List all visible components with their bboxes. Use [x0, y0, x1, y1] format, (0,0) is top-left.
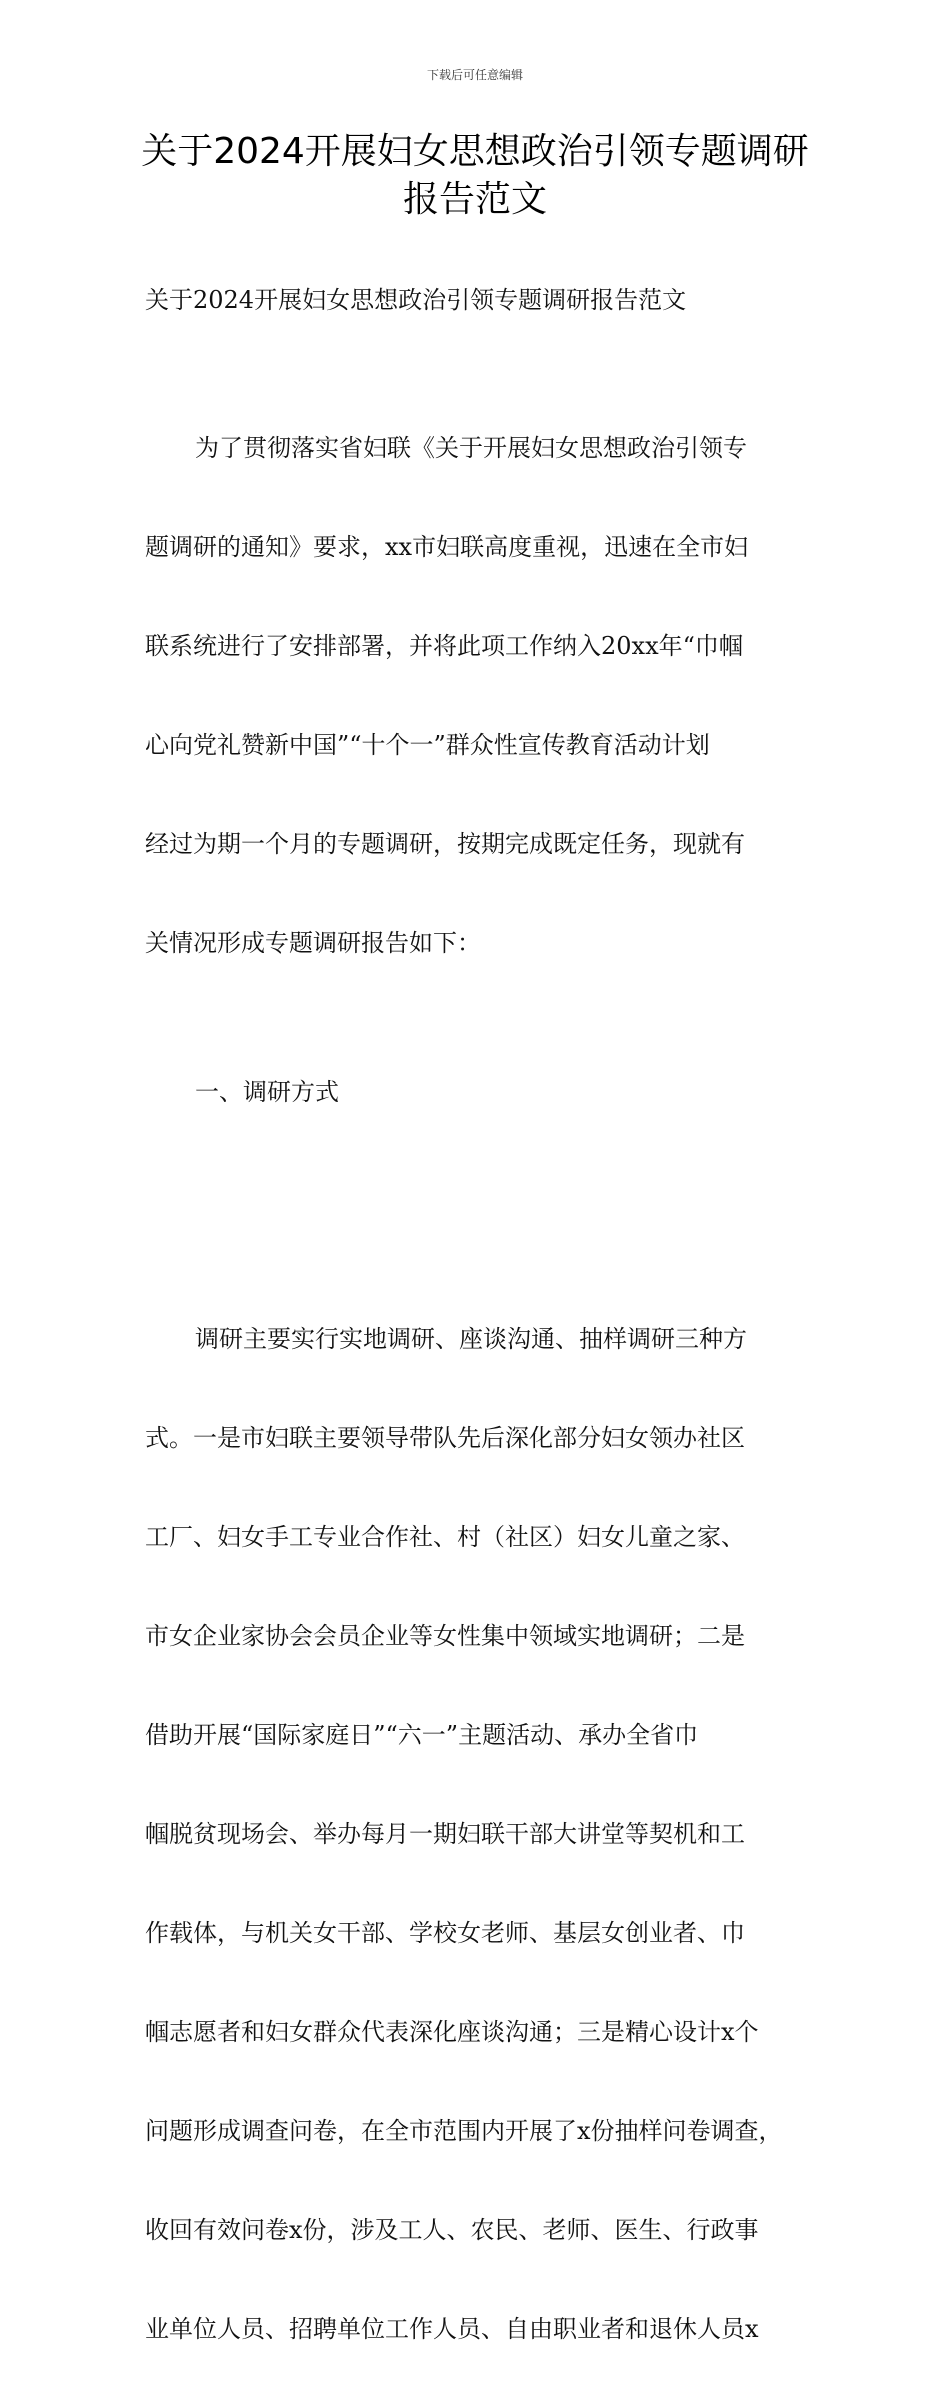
paragraph-line: 经过为期一个月的专题调研，按期完成既定任务，现就有: [145, 830, 745, 858]
paragraph-line: 心向党礼赞新中国”“十个一”群众性宣传教育活动计划: [145, 731, 710, 759]
paragraph-line: 帼脱贫现场会、举办每月一期妇联干部大讲堂等契机和工: [145, 1820, 745, 1848]
paragraph-line: 收回有效问卷x份，涉及工人、农民、老师、医生、行政事: [145, 2216, 759, 2244]
paragraph-line: 调研主要实行实地调研、座谈沟通、抽样调研三种方: [195, 1325, 747, 1353]
title-line-1: 关于2024开展妇女思想政治引领专题调研: [141, 131, 809, 172]
title-line-2: 报告范文: [402, 179, 547, 220]
paragraph-line: 为了贯彻落实省妇联《关于开展妇女思想政治引领专: [195, 434, 747, 462]
paragraph-line: 借助开展“国际家庭日”“六一”主题活动、承办全省巾: [145, 1721, 699, 1749]
paragraph-line: 市女企业家协会会员企业等女性集中领域实地调研；二是: [145, 1622, 745, 1650]
document-title: [110, 128, 840, 224]
paragraph-line: 问题形成调查问卷，在全市范围内开展了x份抽样问卷调查，: [145, 2117, 783, 2145]
paragraph-line: 作载体，与机关女干部、学校女老师、基层女创业者、巾: [145, 1919, 745, 1947]
section-heading: 一、调研方式: [195, 1077, 339, 1106]
paragraph-line: 关情况形成专题调研报告如下：: [145, 929, 481, 957]
header-note: 下载后可任意编辑: [426, 68, 523, 82]
subtitle: 关于2024开展妇女思想政治引领专题调研报告范文: [145, 285, 687, 314]
paragraph-line: 题调研的通知》要求，xx市妇联高度重视，迅速在全市妇: [145, 533, 749, 561]
paragraph-line: 联系统进行了安排部署，并将此项工作纳入20xx年“巾帼: [145, 632, 743, 660]
paragraph-line: 帼志愿者和妇女群众代表深化座谈沟通；三是精心设计x个: [145, 2018, 759, 2046]
paragraph-line: 式。一是市妇联主要领导带队先后深化部分妇女领办社区: [145, 1424, 745, 1452]
document-body: [145, 226, 825, 2404]
paragraph-line: 业单位人员、招聘单位工作人员、自由职业者和退休人员x: [145, 2315, 759, 2343]
paragraph-line: 工厂、妇女手工专业合作社、村（社区）妇女儿童之家、: [145, 1523, 745, 1551]
blank-line: [145, 1167, 825, 1217]
